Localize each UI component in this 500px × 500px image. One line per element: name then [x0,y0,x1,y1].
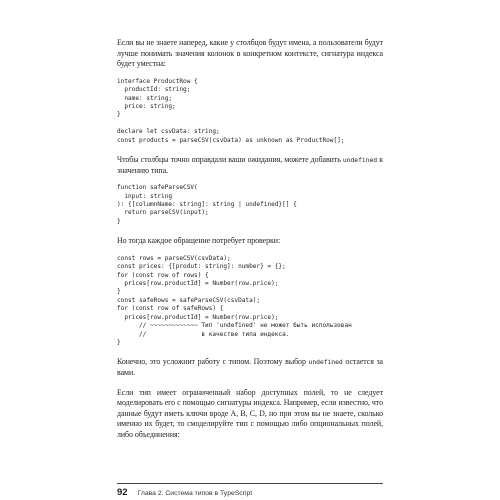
page-number: 92 [117,487,128,498]
text-segment: остается за вами. [117,357,383,377]
paragraph-add-undefined [117,155,383,176]
text-segment: Конечно, это усложнит работу с типом. Поэтому выбор [117,357,309,367]
paragraph-limited-fields: Если тип имеет ограниченный набор доступных полей, то не следует моделировать его с помощью сигнатуры индекса. Например, если известно, что данные будут иметь ключи вроде A, B, C, D, но при этом вы не знаете, сколько именно их будет, то смоделируйте тип с помощью либо опциональных полей, либо объединения: [117,387,383,439]
paragraph-checks-required: Но тогда каждое обращение потребует проверки: [117,236,281,246]
paragraph-undefined-choice [117,357,383,378]
code-block-safe-parse-csv: function safeParseCSV( input: string ): {[columnName: string]: string | undefined}[] { return parseCSV(input); } [117,184,297,225]
text-segment: Чтобы столбцы точно оправдали ваши ожидания, можете добавить [117,155,343,165]
chapter-title: Глава 2. Система типов в TypeScript [137,490,253,497]
footer-divider [117,483,383,484]
text-segment: к значению типа. [117,155,383,175]
code-block-product-row: interface ProductRow { productId: string; name: string; price: string; } declare let csvData: string; const products = parseCSV(csvData) as unknown as ProductRow[]; [117,77,345,144]
inline-code-undefined: undefined [308,358,343,367]
page-content [117,38,383,448]
code-block-prices-loop: const rows = parseCSV(csvData); const prices: {[produt: string]: number} = {}; for (const row of rows) { prices[row.productId] = Number(row.price); } const safeRows = safeParseCSV(csvData); for (const row of safeRows) { prices[row.productId] = Number(row.price); // ~~~~~~~~~~~~~ Тип 'undefined' не может быть использован // в качестве типа индекса. } [117,254,352,346]
paragraph-index-signature-intro: Если вы не знаете наперед, какие у столбцов будут имена, а пользователи будут лучше понимать значения колонок в конкретном контексте, сигнатура индекса будет уместна: [117,38,383,69]
page-footer [117,487,252,498]
inline-code-undefined: undefined [342,156,378,165]
